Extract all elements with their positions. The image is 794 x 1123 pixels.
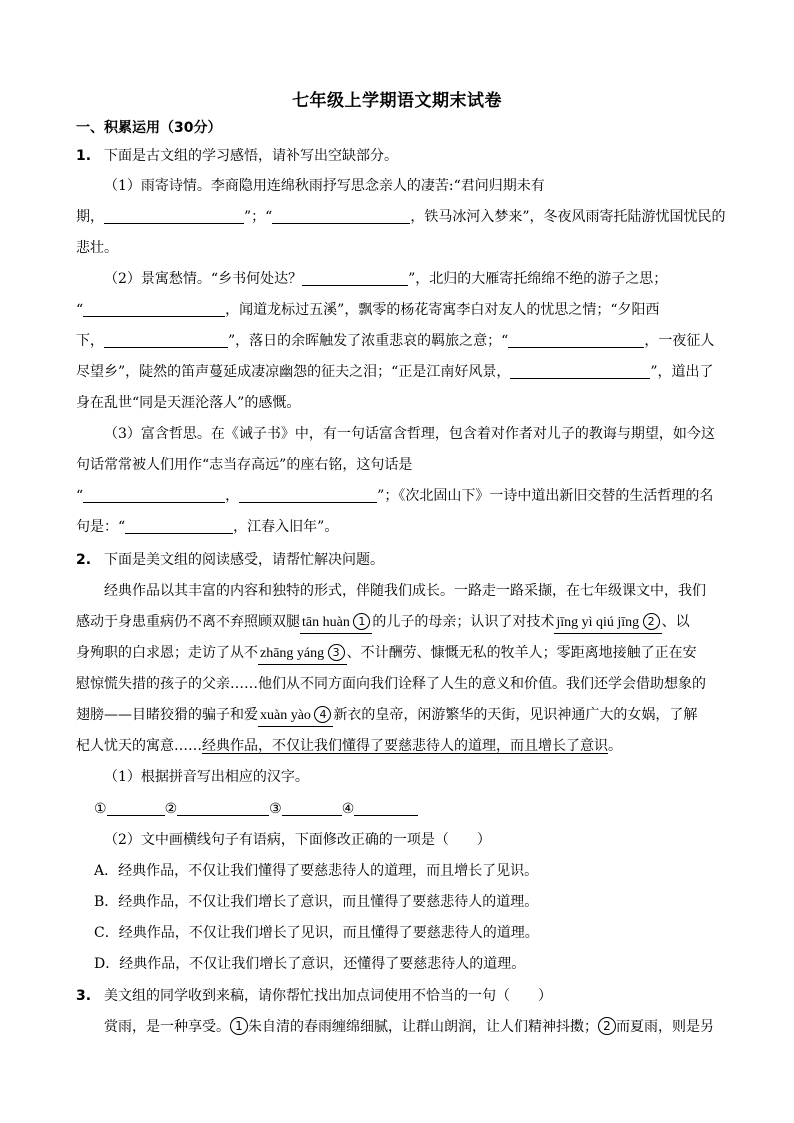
text: ，闻道龙标过五溪”，飘零的杨花寄寓李白对友人的忧思之情；“夕阳西 (225, 302, 660, 318)
q1-part2-line4 (76, 362, 714, 382)
text: 翅膀——目睹狡猾的骗子和爱 (76, 707, 258, 723)
question-number: 2. (76, 552, 92, 568)
pinyin-1 (300, 613, 372, 634)
pinyin-text: zhāng yáng (260, 646, 325, 661)
q3-passage-line1 (104, 1017, 714, 1037)
text: 。 (608, 738, 622, 754)
text: ”，落日的余晖触发了浓重悲哀的羁旅之意；“ (228, 333, 509, 349)
text: 尽望乡”，陡然的笛声蔓延成凄凉幽怨的征夫之泪；“正是江南好风景， (76, 364, 511, 380)
blank-marker: 3 (328, 644, 345, 661)
answer-blank[interactable] (125, 518, 233, 534)
blank-label: ④ (341, 801, 355, 817)
blank-label: ③ (269, 801, 282, 817)
q1-part3-line1: （3）富含哲思。在《诫子书》中，有一句话富含哲理，包含着对作者对儿子的教诲与期望，如今这 (104, 426, 715, 442)
text: 、不计酬劳、慷慨无私的牧羊人；零距离地接触了正在安 (346, 645, 697, 661)
q2-sub1: （1）根据拼音写出相应的汉字。 (104, 769, 309, 785)
question-2-stem (76, 550, 384, 570)
text: 期， (76, 209, 104, 225)
option-c[interactable]: C．经典作品，不仅让我们增长了见识，而且懂得了要慈悲待人的道理。 (94, 925, 539, 941)
pinyin-2 (554, 613, 661, 634)
blank-label: ② (164, 801, 178, 817)
text: ”；“ (244, 209, 273, 225)
text: ，江春入旧年”。 (233, 519, 339, 535)
q2-passage-line5 (76, 705, 697, 727)
text: 句是：“ (76, 519, 126, 535)
question-text: 下面是美文组的阅读感受，请帮忙解决问题。 (104, 552, 384, 568)
answer-blank[interactable] (104, 208, 244, 224)
text: ，铁马冰河入梦来”，冬夜风雨寄托陆游忧国忧民的 (410, 209, 726, 225)
q1-part3-line4 (76, 517, 338, 537)
section-heading: 一、积累运用（30分） (76, 120, 222, 136)
answer-blank[interactable] (354, 800, 418, 816)
q1-part3-line2: 句话常常被人们用作“志当存高远”的座右铭，这句话是 (76, 457, 413, 473)
text: 朱自清的春雨缠绵细腻，让群山朗润，让人们精神抖擞； (248, 1019, 598, 1035)
question-text: 美文组的同学收到来稿，请你帮忙找出加点词使用不恰当的一句（ ） (104, 988, 552, 1004)
q2-passage-line4: 慰惊慌失措的孩子的父亲……他们从不同方面向我们诠释了人生的意义和价值。我们还学会借助想象的 (76, 676, 706, 692)
sentence-marker: 1 (230, 1017, 248, 1035)
pinyin-4 (258, 706, 333, 727)
q1-part2-line3 (76, 331, 714, 351)
text: 杞人忧天的寓意…… (76, 738, 202, 754)
q1-part1-line3: 悲壮。 (76, 240, 118, 256)
pinyin-text: tān huàn (302, 615, 350, 630)
text: 感动于身患重病仍不离不弃照顾双腿 (76, 614, 300, 630)
pinyin-text: xuàn yào (260, 708, 311, 723)
text: 而夏雨，则是另 (616, 1019, 714, 1035)
answer-blank[interactable] (239, 487, 377, 503)
q2-sub1-blanks (94, 799, 418, 819)
blank-marker: 1 (353, 613, 370, 630)
answer-blank[interactable] (83, 487, 225, 503)
text: 身殉职的白求恩；走访了从不 (76, 645, 258, 661)
text: “ (76, 488, 84, 504)
text: ”，道出了 (650, 364, 714, 380)
answer-blank[interactable] (510, 363, 650, 379)
answer-blank[interactable] (83, 301, 225, 317)
answer-blank[interactable] (282, 800, 342, 816)
text: 的儿子的母亲；认识了对技术 (372, 614, 555, 630)
answer-blank[interactable] (302, 270, 408, 286)
option-a[interactable]: A．经典作品，不仅让我们懂得了要慈悲待人的道理，而且增长了见识。 (94, 863, 539, 879)
answer-blank[interactable] (508, 332, 644, 348)
text: ， (225, 488, 240, 504)
option-b[interactable]: B．经典作品，不仅让我们增长了意识，而且懂得了要慈悲待人的道理。 (94, 894, 539, 910)
question-1-stem (76, 146, 398, 166)
option-d[interactable]: D．经典作品，不仅让我们增长了意识，还懂得了要慈悲待人的道理。 (94, 956, 526, 972)
text: 下， (76, 333, 104, 349)
text: 新衣的皇帝，闲游繁华的天街，见识神通广大的女娲，了解 (333, 707, 698, 723)
answer-blank[interactable] (104, 332, 228, 348)
q1-part1-line1: （1）雨寄诗情。李商隐用连绵秋雨抒写思念亲人的凄苦:“君问归期未有 (104, 178, 545, 194)
text: 、以 (661, 614, 690, 630)
q1-part3-line3 (76, 486, 713, 506)
question-number: 1. (76, 148, 92, 164)
q1-part2-line2 (76, 300, 660, 320)
question-number: 3. (76, 988, 92, 1004)
answer-blank[interactable] (107, 800, 165, 816)
q2-passage-line3 (76, 643, 697, 665)
q1-part1-line2 (76, 207, 725, 227)
q1-part2-line5: 身在乱世“同是天涯沦落人”的感慨。 (76, 395, 301, 411)
q2-passage-line6 (76, 736, 622, 756)
question-3-stem (76, 986, 552, 1006)
text: （2）景寓愁情。“乡书何处达？ (104, 271, 303, 287)
answer-blank[interactable] (272, 208, 410, 224)
text: “ (76, 302, 84, 318)
q1-part2-line1 (104, 269, 667, 289)
question-text: 下面是古文组的学习感悟，请补写出空缺部分。 (104, 148, 398, 164)
q2-sub2: （2）文中画横线句子有语病，下面修改正确的一项是（ ） (104, 832, 491, 848)
sentence-marker: 2 (598, 1017, 616, 1035)
blank-label: ① (94, 801, 107, 817)
text: ”；《次北固山下》一诗中道出新旧交替的生活哲理的名 (377, 488, 714, 504)
page-title: 七年级上学期语文期末试卷 (292, 91, 502, 111)
answer-blank[interactable] (177, 800, 269, 816)
text: ，一夜征人 (644, 333, 715, 349)
blank-marker: 2 (643, 613, 660, 630)
pinyin-text: jīng yì qiú jīng (556, 615, 640, 630)
pinyin-3 (258, 644, 347, 665)
text: ”，北归的大雁寄托绵绵不绝的游子之思； (408, 271, 668, 287)
underlined-sentence: 经典作品，不仅让我们懂得了要慈悲待人的道理，而且增长了意识 (202, 738, 608, 754)
blank-marker: 4 (314, 706, 331, 723)
text: 赏雨，是一种享受。 (104, 1019, 230, 1035)
q2-passage-line1: 经典作品以其丰富的内容和独特的形式，伴随我们成长。一路走一路采撷，在七年级课文中，我们 (104, 583, 706, 599)
q2-passage-line2 (76, 612, 690, 634)
